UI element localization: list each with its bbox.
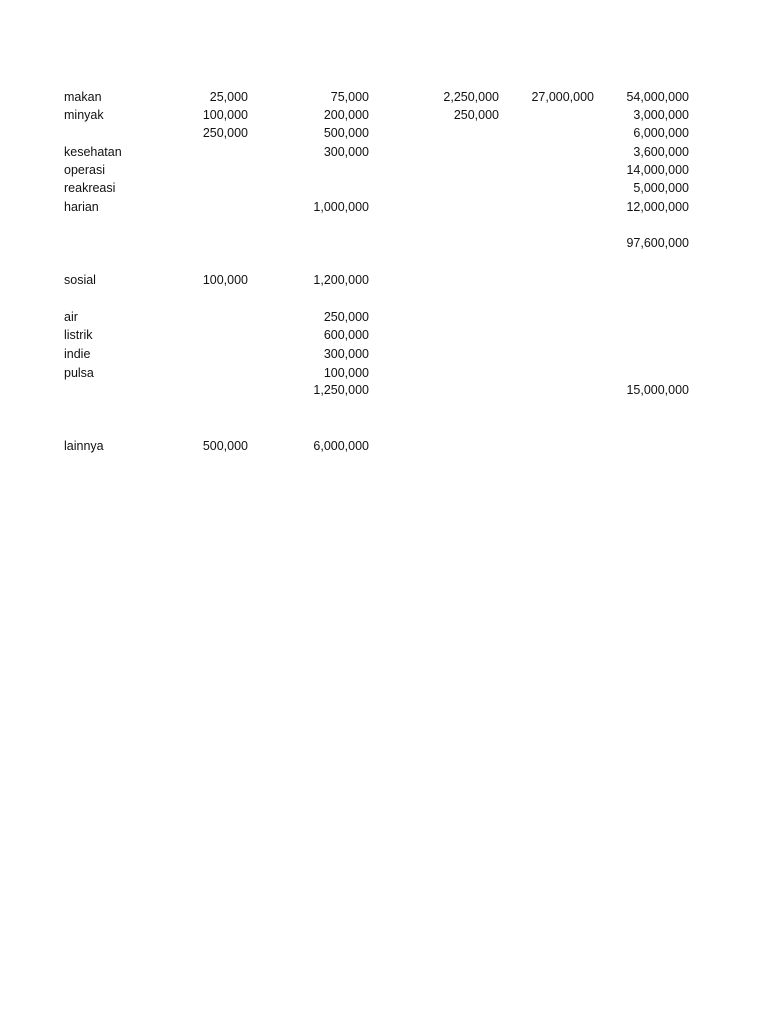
cell-value: 15,000,000 xyxy=(626,383,689,397)
table-row xyxy=(0,198,768,216)
cell-value: 500,000 xyxy=(323,126,369,140)
cell-value xyxy=(168,161,248,179)
row-label: reakreasi xyxy=(64,181,116,195)
cell-value: 100,000 xyxy=(202,108,248,122)
table-row xyxy=(0,271,768,289)
cell-value: 54,000,000 xyxy=(626,90,689,104)
cell-value: 600,000 xyxy=(323,328,369,342)
cell-value: 100,000 xyxy=(323,366,369,380)
cell-value xyxy=(410,381,499,399)
row-label xyxy=(64,381,174,399)
table-row xyxy=(0,179,768,197)
row-label xyxy=(64,234,174,252)
cell-value: 6,000,000 xyxy=(313,439,369,453)
cell-value: 25,000 xyxy=(209,90,248,104)
cell-value xyxy=(500,308,594,326)
table-row xyxy=(0,326,768,344)
cell-value xyxy=(168,308,248,326)
cell-value xyxy=(410,234,499,252)
row-label: harian xyxy=(64,200,99,214)
table-row xyxy=(0,106,768,124)
cell-value xyxy=(500,106,594,124)
cell-value: 2,250,000 xyxy=(443,90,499,104)
cell-value: 1,200,000 xyxy=(313,273,369,287)
table-row xyxy=(0,143,768,161)
cell-value: 300,000 xyxy=(323,347,369,361)
cell-value xyxy=(500,161,594,179)
cell-value: 100,000 xyxy=(202,273,248,287)
cell-value: 75,000 xyxy=(330,90,369,104)
row-label: lainnya xyxy=(64,439,104,453)
cell-value xyxy=(500,326,594,344)
cell-value: 200,000 xyxy=(323,108,369,122)
cell-value xyxy=(280,179,369,197)
table-row xyxy=(0,364,768,382)
cell-value xyxy=(168,198,248,216)
cell-value xyxy=(600,364,689,382)
cell-value: 97,600,000 xyxy=(626,236,689,250)
cell-value xyxy=(410,437,499,455)
cell-value: 3,600,000 xyxy=(633,145,689,159)
cell-value xyxy=(500,271,594,289)
cell-value: 27,000,000 xyxy=(531,90,594,104)
cell-value xyxy=(600,437,689,455)
row-label xyxy=(64,124,174,142)
cell-value xyxy=(410,124,499,142)
row-label: makan xyxy=(64,90,102,104)
table-row xyxy=(0,437,768,455)
cell-value: 250,000 xyxy=(202,126,248,140)
cell-value xyxy=(410,198,499,216)
cell-value: 6,000,000 xyxy=(633,126,689,140)
row-label: kesehatan xyxy=(64,145,122,159)
cell-value xyxy=(410,345,499,363)
cell-value xyxy=(168,234,248,252)
cell-value xyxy=(500,179,594,197)
cell-value xyxy=(500,381,594,399)
cell-value xyxy=(600,345,689,363)
table-row xyxy=(0,308,768,326)
cell-value xyxy=(500,143,594,161)
row-label: minyak xyxy=(64,108,104,122)
cell-value xyxy=(600,271,689,289)
cell-value: 1,000,000 xyxy=(313,200,369,214)
table-row xyxy=(0,234,768,252)
cell-value xyxy=(410,161,499,179)
cell-value xyxy=(410,179,499,197)
cell-value: 250,000 xyxy=(453,108,499,122)
table-row xyxy=(0,381,768,399)
table-row xyxy=(0,161,768,179)
cell-value xyxy=(410,271,499,289)
cell-value xyxy=(500,345,594,363)
cell-value xyxy=(168,326,248,344)
cell-value xyxy=(168,179,248,197)
cell-value xyxy=(500,234,594,252)
cell-value xyxy=(280,161,369,179)
cell-value: 500,000 xyxy=(202,439,248,453)
row-label: air xyxy=(64,310,78,324)
cell-value xyxy=(410,143,499,161)
cell-value xyxy=(500,198,594,216)
cell-value xyxy=(600,308,689,326)
table-row xyxy=(0,88,768,106)
cell-value xyxy=(168,345,248,363)
cell-value xyxy=(280,234,369,252)
cell-value xyxy=(410,308,499,326)
cell-value xyxy=(168,143,248,161)
cell-value xyxy=(500,124,594,142)
row-label: indie xyxy=(64,347,91,361)
table-row xyxy=(0,345,768,363)
row-label: listrik xyxy=(64,328,93,342)
row-label: pulsa xyxy=(64,366,94,380)
cell-value: 300,000 xyxy=(323,145,369,159)
cell-value xyxy=(410,364,499,382)
cell-value: 12,000,000 xyxy=(626,200,689,214)
cell-value: 250,000 xyxy=(323,310,369,324)
cell-value: 1,250,000 xyxy=(313,383,369,397)
cell-value xyxy=(168,381,248,399)
cell-value xyxy=(500,364,594,382)
table-row xyxy=(0,124,768,142)
cell-value: 3,000,000 xyxy=(633,108,689,122)
cell-value: 14,000,000 xyxy=(626,163,689,177)
cell-value xyxy=(410,326,499,344)
cell-value xyxy=(168,364,248,382)
cell-value xyxy=(500,437,594,455)
cell-value: 5,000,000 xyxy=(633,181,689,195)
cell-value xyxy=(600,326,689,344)
row-label: operasi xyxy=(64,163,105,177)
row-label: sosial xyxy=(64,273,96,287)
